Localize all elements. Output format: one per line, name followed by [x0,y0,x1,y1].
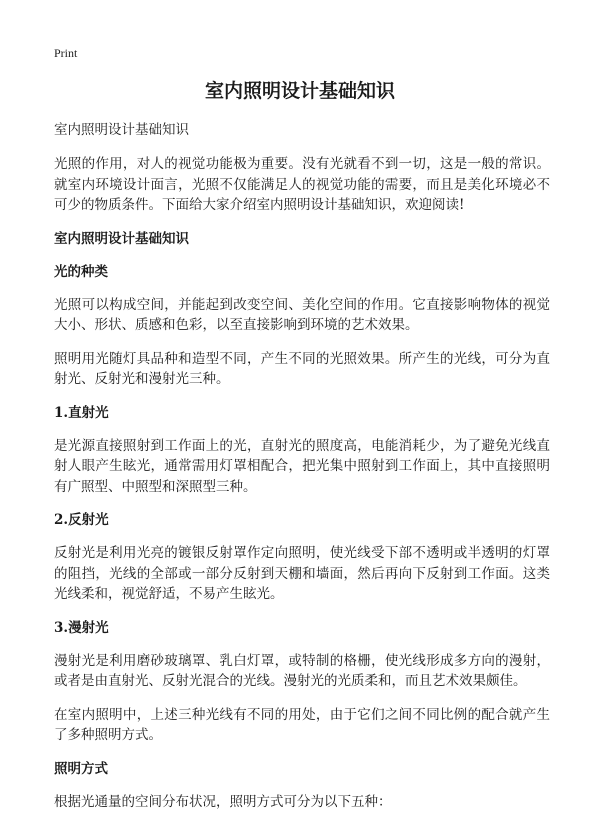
paragraph-diffuse-light: 漫射光是利用磨砂玻璃罩、乳白灯罩，或特制的格栅，使光线形成多方向的漫射，或者是由直射光、反射光混合的光线。漫射光的光质柔和，而且艺术效果颇佳。 [54,652,550,689]
article-subtitle: 室内照明设计基础知识 [54,122,189,138]
print-link[interactable]: Print [54,46,78,60]
intro-paragraph: 光照的作用，对人的视觉功能极为重要。没有光就看不到一切，这是一般的常识。就室内环境设计面言，光照不仅能满足人的视觉功能的需要，而且是美化环境必不可少的物质条件。下面给大家介绍室内照明设计基础知识，欢迎阅读! [54,156,550,213]
page-title: 室内照明设计基础知识 [204,80,395,102]
heading-main: 室内照明设计基础知识 [54,230,189,247]
paragraph-light-types-2: 照明用光随灯具品种和造型不同，产生不同的光照效果。所产生的光线，可分为直射光、反射光和漫射光三种。 [54,350,550,387]
heading-direct-light: 1.直射光 [54,404,109,421]
heading-light-types: 光的种类 [54,263,108,280]
paragraph-lighting-methods: 根据光通量的空间分布状况，照明方式可分为以下五种： [54,793,392,810]
paragraph-light-combination: 在室内照明中，上述三种光线有不同的用处，由于它们之间不同比例的配合就产生了多种照明方式。 [54,706,550,743]
paragraph-direct-light: 是光源直接照射到工作面上的光，直射光的照度高，电能消耗少，为了避免光线直射人眼产生眩光，通常需用灯罩相配合，把光集中照射到工作面上，其中直接照明有广照型、中照型和深照型三种。 [54,437,550,495]
article-body [54,120,550,825]
heading-diffuse-light: 3.漫射光 [54,619,109,636]
heading-reflected-light: 2.反射光 [54,512,109,528]
heading-lighting-methods: 照明方式 [54,760,108,777]
paragraph-light-types-1: 光照可以构成空间，并能起到改变空间、美化空间的作用。它直接影响物体的视觉大小、形状、质感和色彩，以至直接影响到环境的艺术效果。 [54,296,550,333]
paragraph-reflected-light: 反射光是利用光亮的镀银反射罩作定向照明，使光线受下部不透明或半透明的灯罩的阻挡，光线的全部或一部分反射到天棚和墙面，然后再向下反射到工作面。这类光线柔和，视觉舒适，不易产生眩光。 [54,545,550,602]
